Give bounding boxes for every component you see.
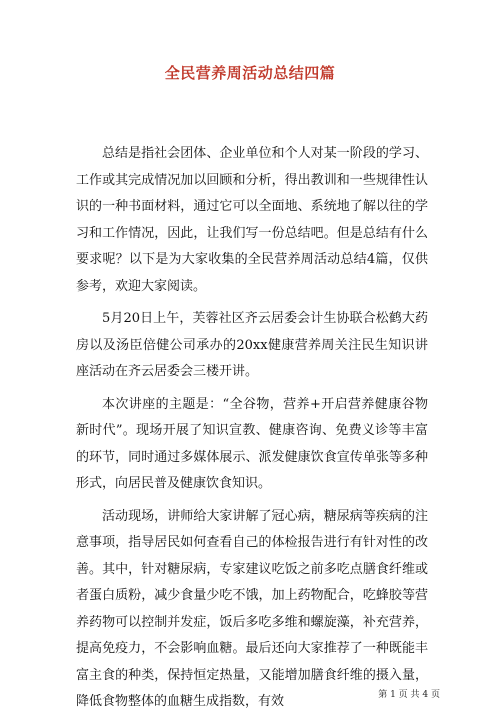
document-title: 全民营养周活动总结四篇	[164, 64, 336, 82]
paragraph-4: 活动现场，讲师给大家讲解了冠心病，糖尿病等疾病的注意事项，指导居民如何查看自己的体检报告进行有针对性的改善。其中，针对糖尿病，专家建议吃饭之前多吃点膳食纤维或者蛋白质粉，减少食量少吃不饿，加上药物配合，吃蜂胶等营养药物可以控制并发症，饭后多吃多维和螺旋藻，补充营养，提高免疫力，不会影响血糖。最后还向大家推荐了一种既能丰富主食的种类，保持恒定热量，又能增加膳食纤维的摄入量，降低食物整体的血糖生成指数，有效	[76, 508, 428, 709]
page-number-footer: 第 1 页 共 4 页	[378, 690, 440, 700]
paragraph-1: 总结是指社会团体、企业单位和个人对某一阶段的学习、工作或其完成情况加以回顾和分析，得出教训和一些规律性认识的一种书面材料，通过它可以全面地、系统地了解以往的学习和工作情况，因此，让我们写一份总结吧。但是总结有什么要求呢？以下是为大家收集的全民营养周活动总结4篇，仅供参考，欢迎大家阅读。	[76, 146, 428, 294]
paragraph-3: 本次讲座的主题是：“全谷物，营养+开启营养健康谷物新时代”。现场开展了知识宣教、健康咨询、免费义诊等丰富的环节，同时通过多媒体展示、派发健康饮食宣传单张等多种形式，向居民普及健康饮食知识。	[76, 396, 428, 491]
paragraph-2: 5月20日上午，芙蓉社区齐云居委会计生协联合松鹤大药房以及汤臣倍健公司承办的20xx健康营养周关注民生知识讲座活动在齐云居委会三楼开讲。	[76, 311, 428, 379]
document-body	[76, 141, 428, 722]
